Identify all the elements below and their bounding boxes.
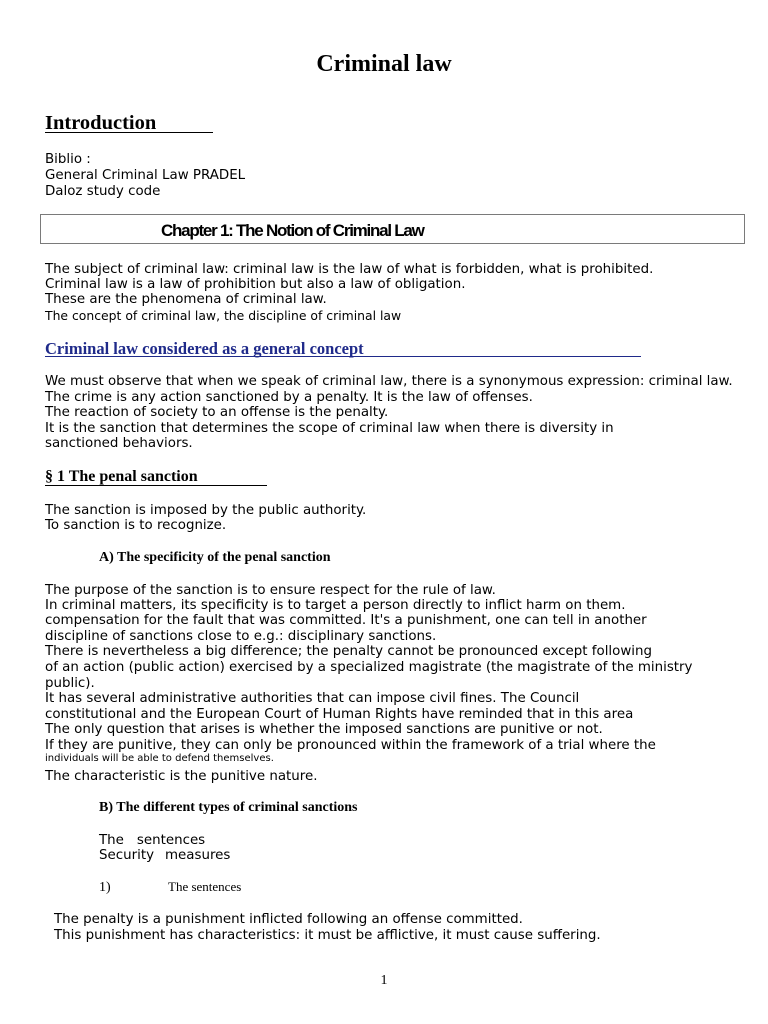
document-title: Criminal law xyxy=(316,51,452,77)
paragraph-line: compensation for the fault that was committed. It's a punishment, one can tell in another xyxy=(45,613,647,628)
subsection-heading: A) The specificity of the penal sanction xyxy=(99,550,331,565)
paragraph-line: These are the phenomena of criminal law. xyxy=(45,292,327,307)
paragraph-line: The purpose of the sanction is to ensure respect for the rule of law. xyxy=(45,583,496,598)
concept-heading: Criminal law considered as a general concept xyxy=(45,339,364,358)
list-number: 1) xyxy=(99,880,111,895)
paragraph-line: Criminal law is a law of prohibition but also a law of obligation. xyxy=(45,277,466,292)
paragraph-line: If they are punitive, they can only be pronounced within the framework of a trial where the xyxy=(45,738,656,753)
paragraph-line: The concept of criminal law, the discipline of criminal law xyxy=(45,308,402,323)
paragraph-line: constitutional and the European Court of Human Rights have reminded that in this area xyxy=(45,707,634,722)
sanction-type-word: measures xyxy=(165,848,231,863)
biblio-label: Biblio : xyxy=(45,152,91,167)
sanction-type-item xyxy=(99,833,205,849)
paragraph-line: The subject of criminal law: criminal law is the law of what is forbidden, what is prohibited. xyxy=(45,262,654,277)
list-item-label: The sentences xyxy=(168,879,242,894)
paragraph-line: It has several administrative authorities that can impose civil fines. The Council xyxy=(45,691,580,706)
paragraph-line: The penalty is a punishment inflicted following an offense committed. xyxy=(54,912,523,927)
sanction-type-word: The xyxy=(99,833,124,848)
concept-heading-underline xyxy=(45,356,641,357)
paragraph-line: The crime is any action sanctioned by a penalty. It is the law of offenses. xyxy=(45,390,533,405)
introduction-heading: Introduction xyxy=(45,112,157,134)
paragraph-line: discipline of sanctions close to e.g.: disciplinary sanctions. xyxy=(45,629,437,644)
section-heading-underline xyxy=(45,485,267,486)
paragraph-line: It is the sanction that determines the scope of criminal law when there is diversity in xyxy=(45,421,614,436)
paragraph-line: The reaction of society to an offense is the penalty. xyxy=(45,405,389,420)
paragraph-line: sanctioned behaviors. xyxy=(45,436,193,451)
paragraph-line: public). xyxy=(45,676,95,691)
introduction-underline xyxy=(45,132,213,133)
section-heading: § 1 The penal sanction xyxy=(45,468,198,485)
paragraph-line: This punishment has characteristics: it must be afflictive, it must cause suffering. xyxy=(54,928,601,943)
paragraph-line: We must observe that when we speak of criminal law, there is a synonymous expression: criminal law. xyxy=(45,374,733,389)
sanction-type-word: sentences xyxy=(136,833,206,848)
chapter-title: Chapter 1: The Notion of Criminal Law xyxy=(161,221,424,240)
page-number: 1 xyxy=(380,973,388,988)
paragraph-line: The sanction is imposed by the public authority. xyxy=(45,503,367,518)
paragraph-line: In criminal matters, its specificity is to target a person directly to inflict harm on them. xyxy=(45,598,626,613)
paragraph-line: of an action (public action) exercised by a specialized magistrate (the magistrate of the ministry xyxy=(45,660,693,675)
paragraph-line: The characteristic is the punitive nature. xyxy=(45,769,318,784)
paragraph-line: To sanction is to recognize. xyxy=(45,518,227,533)
sanction-type-word: Security xyxy=(99,848,154,863)
sanction-type-item xyxy=(99,848,230,864)
biblio-line: General Criminal Law PRADEL xyxy=(45,168,246,183)
subsection-heading: B) The different types of criminal sanctions xyxy=(99,800,358,815)
paragraph-line: There is nevertheless a big difference; the penalty cannot be pronounced except following xyxy=(45,644,652,659)
biblio-line: Daloz study code xyxy=(45,184,161,199)
small-text-line: individuals will be able to defend themselves. xyxy=(45,753,274,764)
paragraph-line: The only question that arises is whether the imposed sanctions are punitive or not. xyxy=(45,722,603,737)
